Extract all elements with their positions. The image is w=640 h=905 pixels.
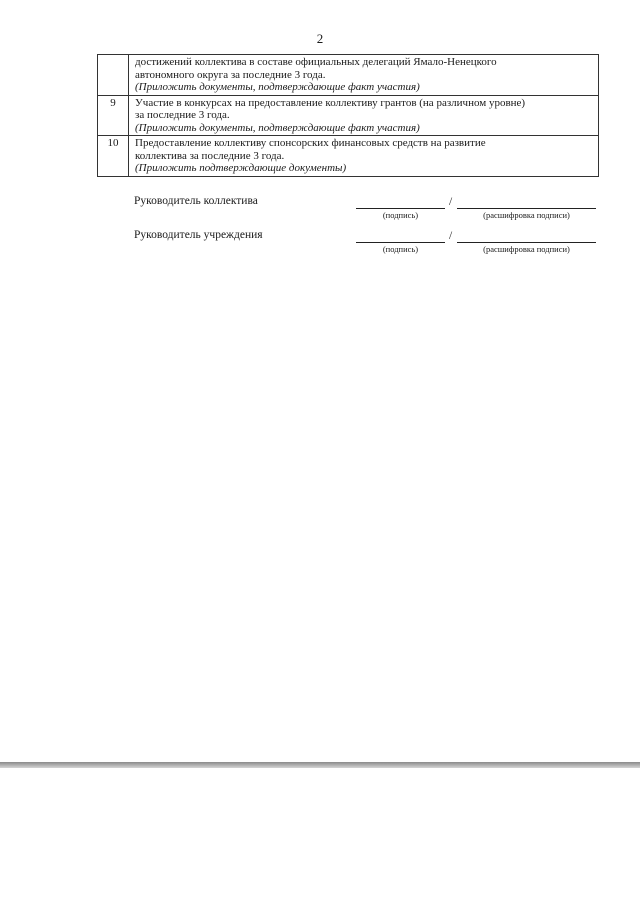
row-number: 10 <box>98 136 129 177</box>
row-description <box>129 136 599 177</box>
row-note: (Приложить документы, подтверждающие факт участия) <box>135 81 420 93</box>
row-note: (Приложить подтверждающие документы) <box>135 162 347 174</box>
signature-row-collective-head <box>0 195 640 225</box>
decoding-line <box>457 242 596 243</box>
row-text-line: за последние 3 года. <box>135 109 230 121</box>
decoding-caption: (расшифровка подписи) <box>483 244 570 254</box>
row-description <box>129 95 599 136</box>
row-note: (Приложить документы, подтверждающие факт участия) <box>135 121 420 134</box>
table-row <box>98 136 599 177</box>
row-text-line: коллектива за последние 3 года. <box>135 149 285 162</box>
decoding-caption: (расшифровка подписи) <box>483 210 570 220</box>
signature-label: Руководитель учреждения <box>134 229 263 241</box>
table-row <box>98 95 599 136</box>
page-number: 2 <box>316 31 324 46</box>
row-description <box>129 55 599 96</box>
row-text-line: автономного округа за последние 3 года. <box>135 68 326 81</box>
signature-line <box>356 208 445 209</box>
row-text-line: Предоставление коллективу спонсорских финансовых средств на развитие <box>135 137 486 149</box>
row-number <box>98 55 129 96</box>
signature-line <box>356 242 445 243</box>
table-row <box>98 55 599 96</box>
criteria-table <box>97 54 599 177</box>
signature-label: Руководитель коллектива <box>134 195 258 207</box>
signature-row-institution-head <box>0 229 640 259</box>
page-edge-shadow <box>0 762 640 768</box>
decoding-line <box>457 208 596 209</box>
signature-caption: (подпись) <box>382 244 419 254</box>
signature-slash: / <box>449 230 453 242</box>
signature-caption: (подпись) <box>382 210 419 220</box>
row-number: 9 <box>98 95 129 136</box>
signature-slash: / <box>449 196 453 208</box>
row-text-line: Участие в конкурсах на предоставление коллективу грантов (на различном уровне) <box>135 96 526 109</box>
row-text-line: достижений коллектива в составе официальных делегаций Ямало-Ненецкого <box>135 56 497 68</box>
